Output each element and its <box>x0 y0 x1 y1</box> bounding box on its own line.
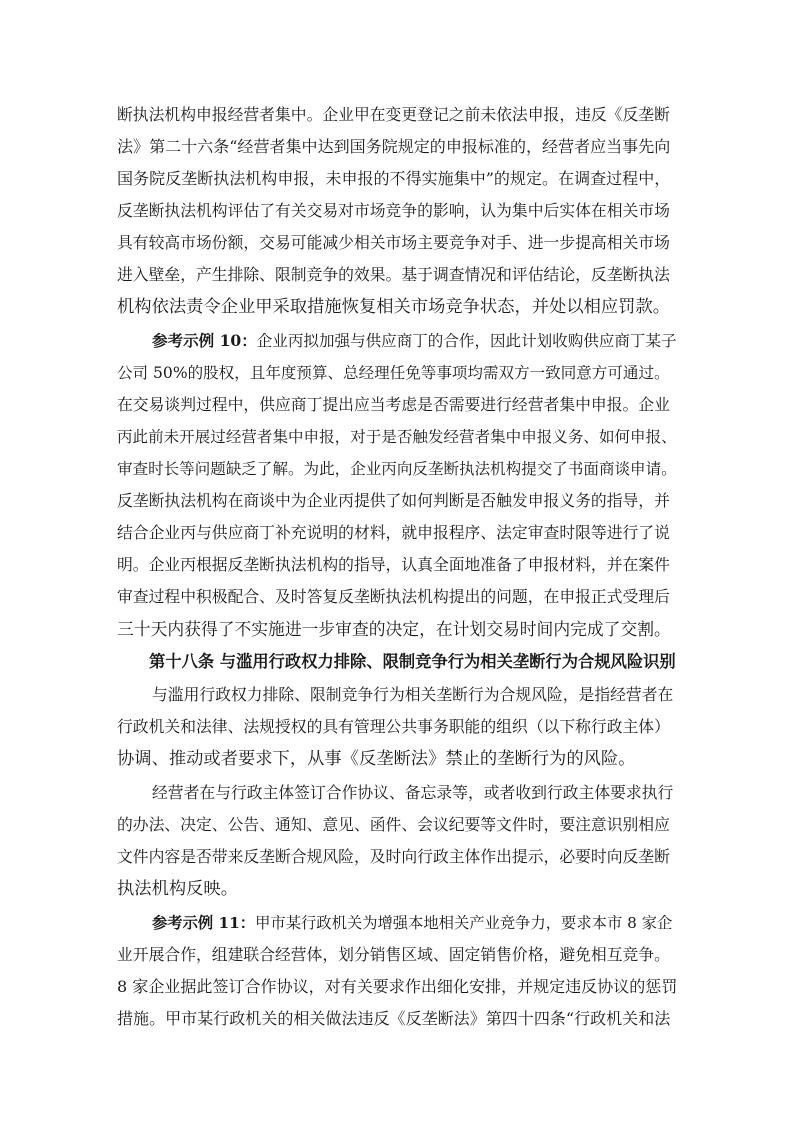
text-line: 行政机关和法律、法规授权的具有管理公共事务职能的组织（以下称行政主体） <box>117 717 670 736</box>
text-line: 公司 50%的股权，且年度预算、总经理任免等事项均需双方一致同意方可通过。 <box>117 364 670 382</box>
example-label: 参考示例 11： <box>152 914 256 932</box>
text-line: 三十天内获得了不实施进一步审查的决定，在计划交易时间内完成了交割。 <box>117 619 671 639</box>
text-line: 执法机构反映。 <box>117 879 238 899</box>
text-line: 具有较高市场份额，交易可能减少相关市场主要竞争对手、进一步提高相关市场 <box>117 233 670 252</box>
text-line: 丙此前未开展过经营者集中申报，对于是否触发经营者集中申报义务、如何申报、 <box>117 428 677 446</box>
text-line: 反垄断执法机构评估了有关交易对市场竞争的影响，认为集中后实体在相关市场 <box>117 201 670 220</box>
text-line: 与滥用行政权力排除、限制竞争行为相关垄断行为合规风险，是指经营者在 <box>152 685 674 704</box>
text-line: 业开展合作，组建联合经营体，划分销售区域、固定销售价格，避免相互竞争。 <box>117 945 670 964</box>
text-line: 协调、推动或者要求下，从事《反垄断法》禁止的垄断行为的风险。 <box>117 749 636 769</box>
article-heading: 第十八条 与滥用行政权力排除、限制竞争行为相关垄断行为合规风险识别 <box>149 652 676 671</box>
text-line: 文件内容是否带来反垄断合规风险，及时向行政主体作出提示，必要时向反垄断 <box>117 847 670 866</box>
text-line: 法》第二十六条“经营者集中达到国务院规定的申报标准的，经营者应当事先向 <box>117 137 671 156</box>
text-line: 在交易谈判过程中，供应商丁提出应当考虑是否需要进行经营者集中申报。企业 <box>117 395 670 414</box>
text-line: 的办法、决定、公告、通知、意见、函件、会议纪要等文件时，要注意识别相应 <box>117 815 670 834</box>
text-line <box>152 912 676 934</box>
text-line <box>152 330 676 352</box>
example-label: 参考示例 10： <box>152 331 257 350</box>
text-line: 机构依法责令企业甲采取措施恢复相关市场竞争状态，并处以相应罚款。 <box>117 297 671 317</box>
text-span: 甲市某行政机关为增强本地相关产业竞争力，要求本市 8 家企 <box>255 914 673 932</box>
text-line: 审查时长等问题缺乏了解。为此，企业丙向反垄断执法机构提交了书面商谈申请。 <box>117 460 677 478</box>
text-line: 措施。甲市某行政机关的相关做法违反《反垄断法》第四十四条“行政机关和法 <box>117 1009 671 1028</box>
text-span: 企业丙拟加强与供应商丁的合作，因此计划收购供应商丁某子 <box>256 332 677 350</box>
text-line: 反垄断执法机构在商谈中为企业丙提供了如何判断是否触发申报义务的指导，并 <box>117 491 670 510</box>
text-line: 进入壁垒，产生排除、限制竞争的效果。基于调查情况和评估结论，反垄断执法 <box>117 265 670 284</box>
text-line: 经营者在与行政主体签订合作协议、备忘录等，或者收到行政主体要求执行 <box>152 783 674 802</box>
text-line: 明。企业丙根据反垄断执法机构的指导，认真全面地准备了申报材料，并在案件 <box>117 555 670 574</box>
text-line: 断执法机构申报经营者集中。企业甲在变更登记之前未依法申报，违反《反垄断 <box>117 105 670 124</box>
text-line: 审查过程中积极配合、及时答复反垄断执法机构提出的问题，在申报正式受理后 <box>117 587 670 606</box>
text-line: 结合企业丙与供应商丁补充说明的材料，就申报程序、法定审查时限等进行了说 <box>117 523 670 542</box>
text-line: 8 家企业据此签订合作协议，对有关要求作出细化安排，并规定违反协议的惩罚 <box>117 977 678 996</box>
text-line: 国务院反垄断执法机构申报，未申报的不得实施集中”的规定。在调查过程中， <box>117 169 671 188</box>
